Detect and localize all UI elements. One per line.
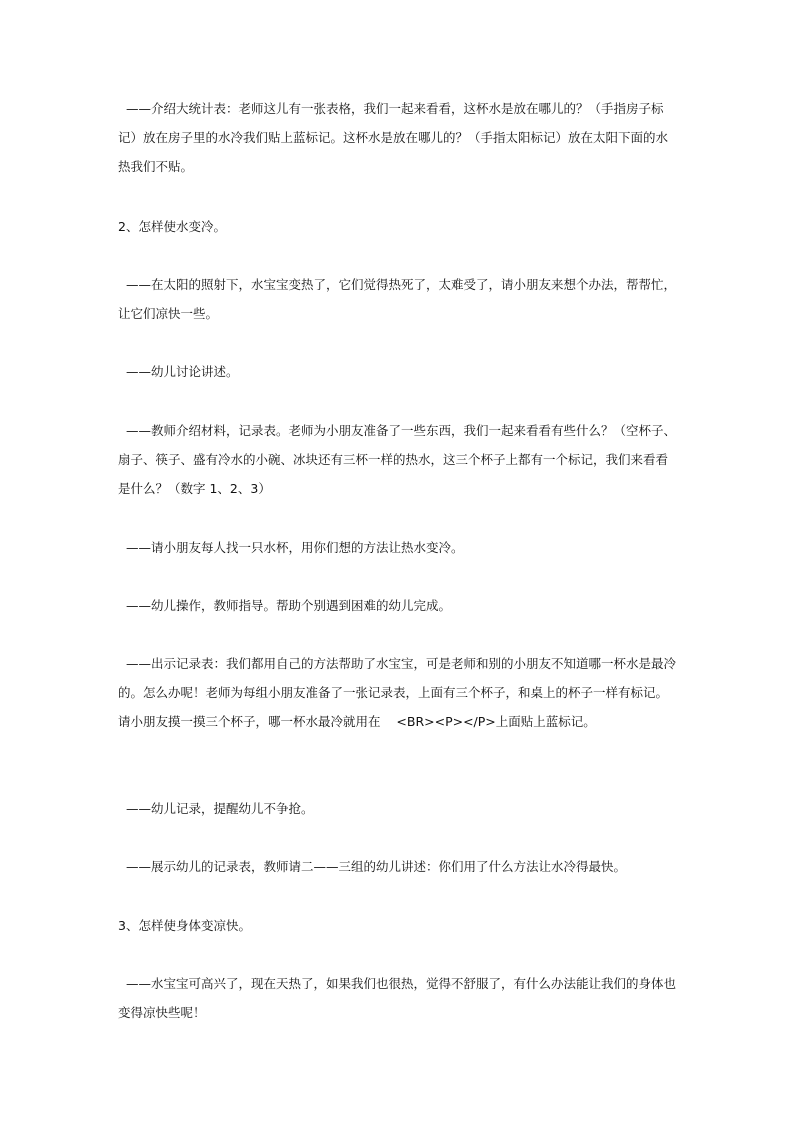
- paragraph-sun-heat: ——在太阳的照射下，水宝宝变热了，它们觉得热死了，太难受了，请小朋友来想个办法，帮帮忙，让它们凉快一些。: [118, 277, 676, 321]
- paragraph-show-records: ——展示幼儿的记录表，教师请二——三组的幼儿讲述：你们用了什么方法让水冷得最快。: [118, 859, 626, 874]
- paragraph-find-cup: ——请小朋友每人找一只水杯，用你们想的方法让热水变冷。: [118, 540, 464, 555]
- paragraph-body-cool: ——水宝宝可高兴了，现在天热了，如果我们也很热，觉得不舒服了，有什么办法能让我们的身体也变得凉快些呢！: [118, 976, 676, 1020]
- paragraph-children-discuss: ——幼儿讨论讲述。: [118, 364, 239, 379]
- paragraph-children-operate: ——幼儿操作，教师指导。帮助个别遇到困难的幼儿完成。: [118, 598, 451, 613]
- heading-make-body-cool: 3、怎样使身体变凉快。: [118, 918, 251, 933]
- heading-make-water-cold: 2、怎样使水变冷。: [118, 219, 226, 234]
- paragraph-record-sheet: ——出示记录表：我们都用自己的方法帮助了水宝宝，可是老师和别的小朋友不知道哪一杯水是最冷的。怎么办呢！老师为每组小朋友准备了一张记录表，上面有三个杯子，和桌上的杯子一样有标记。请小朋友摸一摸三个杯子，哪一杯水最冷就用在 <BR><P></P>上面贴上蓝标记。: [118, 656, 676, 729]
- paragraph-intro-stats-table: ——介绍大统计表：老师这儿有一张表格，我们一起来看看，这杯水是放在哪儿的？（手指房子标记）放在房子里的水冷我们贴上蓝标记。这杯水是放在哪儿的？（手指太阳标记）放在太阳下面的水热我们不贴。: [118, 101, 669, 174]
- paragraph-children-record: ——幼儿记录，提醒幼儿不争抢。: [118, 801, 314, 816]
- paragraph-materials-intro: ——教师介绍材料，记录表。老师为小朋友准备了一些东西，我们一起来看看有些什么？（空杯子、扇子、筷子、盛有冷水的小碗、冰块还有三杯一样的热水，这三个杯子上都有一个标记，我们来看看是什么？（数字 1、2、3）: [118, 423, 676, 496]
